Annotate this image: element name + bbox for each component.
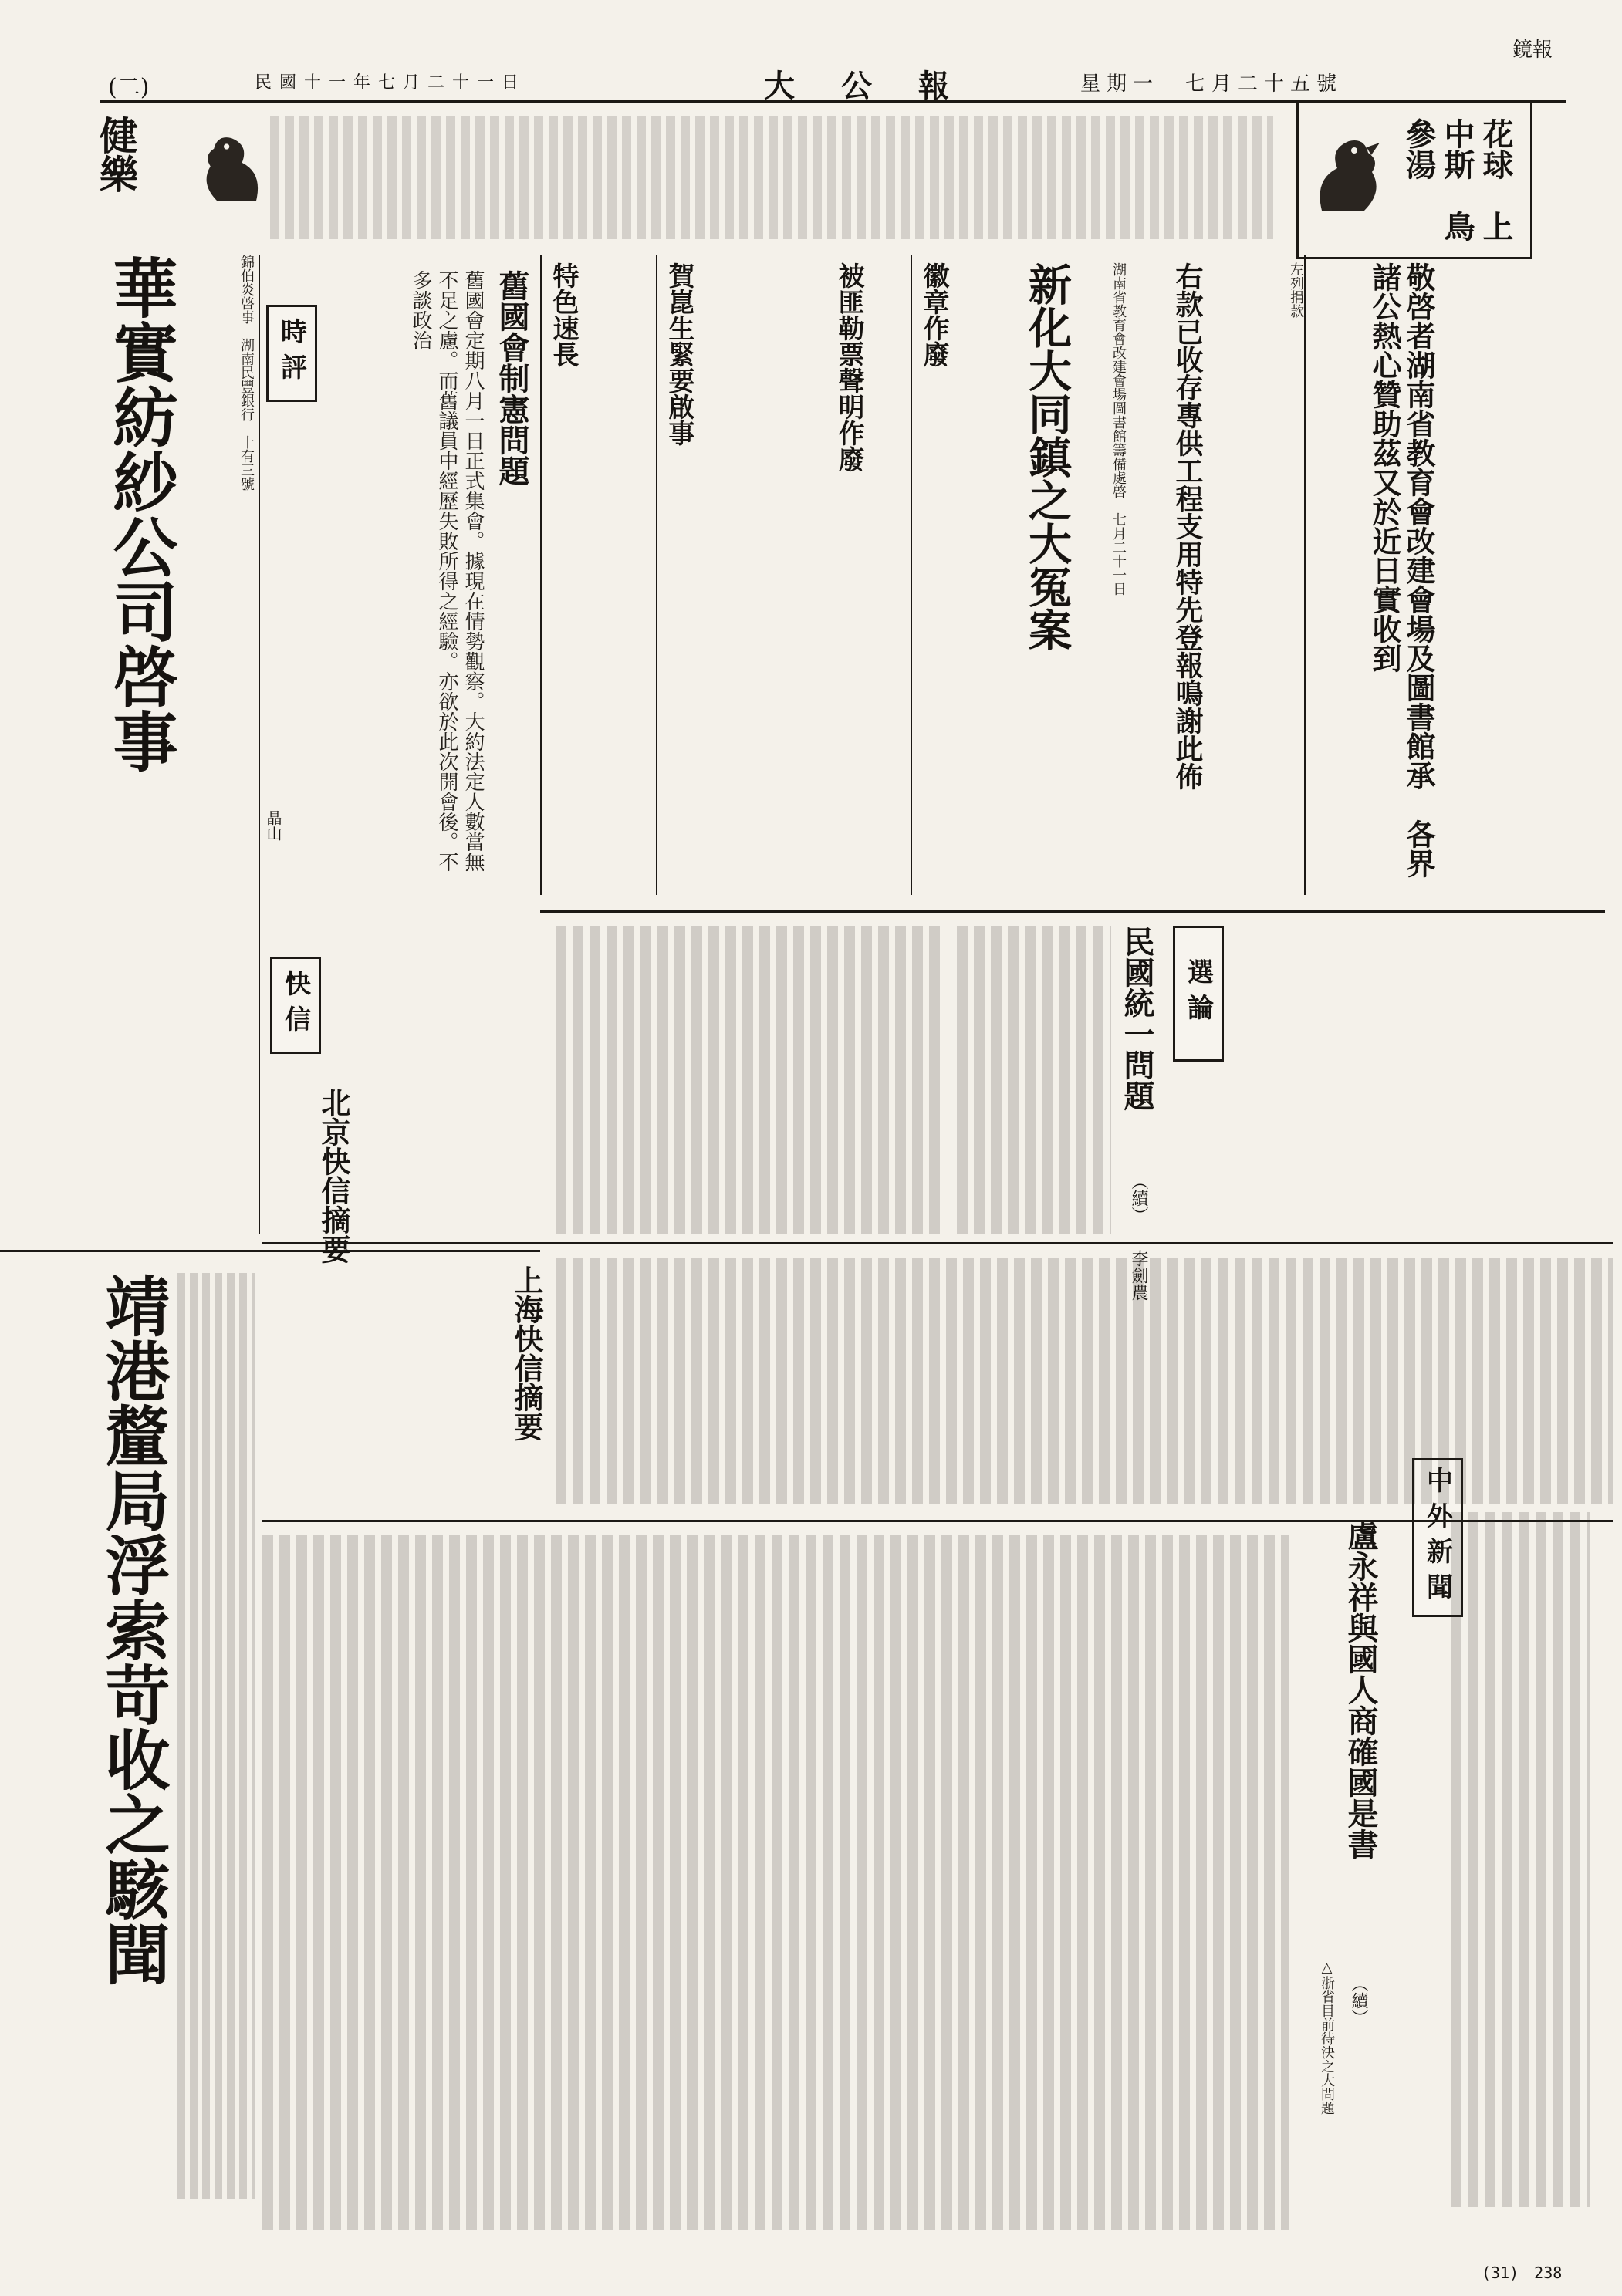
education-notice-title: 敬啓者湖南省教育會改建會場及圖書館承 各界諸公熱心贊助茲又於近日實收到 — [1367, 262, 1436, 878]
text-block-foreign — [262, 1535, 1289, 2230]
rooster-left-illustration — [193, 123, 270, 219]
commentary-title: 舊國會制憲問題 — [494, 270, 530, 486]
masthead-title: 大公報 — [764, 68, 995, 104]
text-block-right-col — [1451, 1512, 1590, 2207]
text-block-notices — [270, 116, 1273, 239]
library-title: 右款已收存專供工程支用特先登報鳴謝此佈 — [1171, 262, 1204, 790]
education-notice-body: 左列捐款 — [1288, 262, 1304, 318]
foreign-news-title: 盧永祥與國人商確國是書 — [1343, 1520, 1379, 1859]
date-line: 星期一 七月二十五號 — [1080, 73, 1343, 96]
top-right-ad-text: 花球 上中斯 鳥參湯 — [1401, 118, 1514, 241]
text-block-quick — [556, 1258, 1613, 1504]
page-footer-code: (31) 238 — [1482, 2264, 1563, 2282]
quick-news-tag: 快信 — [270, 957, 321, 1054]
jiefang-ad: 健樂 — [93, 116, 139, 193]
jinggang-tax-notice: 靖港釐局浮索苛收之駭聞 — [95, 1273, 171, 1986]
shanghai-news-title: 上海快信摘要 — [509, 1265, 544, 1441]
badge-void-title: 徽章作廢 — [918, 262, 949, 367]
beijing-news-title-display: 北京快信摘要 — [316, 1088, 351, 1264]
foreign-news-note: △浙省目前待決之大問題 — [1319, 1960, 1335, 2115]
new-town-case-title: 新化大同鎮之大冤案 — [1022, 262, 1073, 651]
left-banner: 民國十一年七月二十一日 — [255, 73, 527, 93]
special-notice-title: 特色速長 — [548, 262, 579, 367]
commentary-tag: 時評 — [266, 305, 317, 402]
editorial-tag: 選論 — [1173, 926, 1224, 1062]
commentary-author: 晶山 — [264, 810, 282, 841]
text-block-mid — [556, 926, 941, 1234]
page-number: (二) — [108, 74, 150, 101]
rooster-icon — [193, 123, 270, 216]
library-signature: 湖南省教育會改建會場圖書館籌備處啓 七月二十一日 — [1110, 262, 1127, 596]
huashi-company-notice: 華實紡紗公司啓事 — [103, 255, 179, 773]
text-block-left-ad — [177, 1273, 255, 2199]
foreign-news-tag: 中外新聞 — [1412, 1458, 1463, 1617]
commentary-body: 舊國會定期八月一日正式集會。據現在情勢觀察。大約法定人數當無不足之慮。而舊議員中經歷失敗所得之經驗。亦欲於此次開會後。不多談政治 — [409, 270, 485, 872]
rooster-icon — [1306, 126, 1391, 226]
foreign-news-title-suffix: （續） — [1349, 1975, 1368, 2026]
kunsheng-notice-title: 賀崑生緊要啟事 — [664, 262, 694, 446]
right-banner: 鏡報 — [1512, 39, 1553, 62]
huashi-side-text: 錦伯炎啓事 湖南民豐銀行 十有三號 — [238, 255, 255, 491]
top-right-ad — [1296, 100, 1532, 259]
robbery-notice-title: 被匪勒票聲明作廢 — [833, 262, 864, 472]
text-block-right — [957, 926, 1111, 1234]
rooster-illustration — [1306, 126, 1391, 226]
editorial-author: 李劍農 — [1129, 1250, 1148, 1301]
editorial-title: 民國統一問題 — [1119, 926, 1155, 1111]
editorial-title-suffix: （續） — [1129, 1173, 1148, 1224]
